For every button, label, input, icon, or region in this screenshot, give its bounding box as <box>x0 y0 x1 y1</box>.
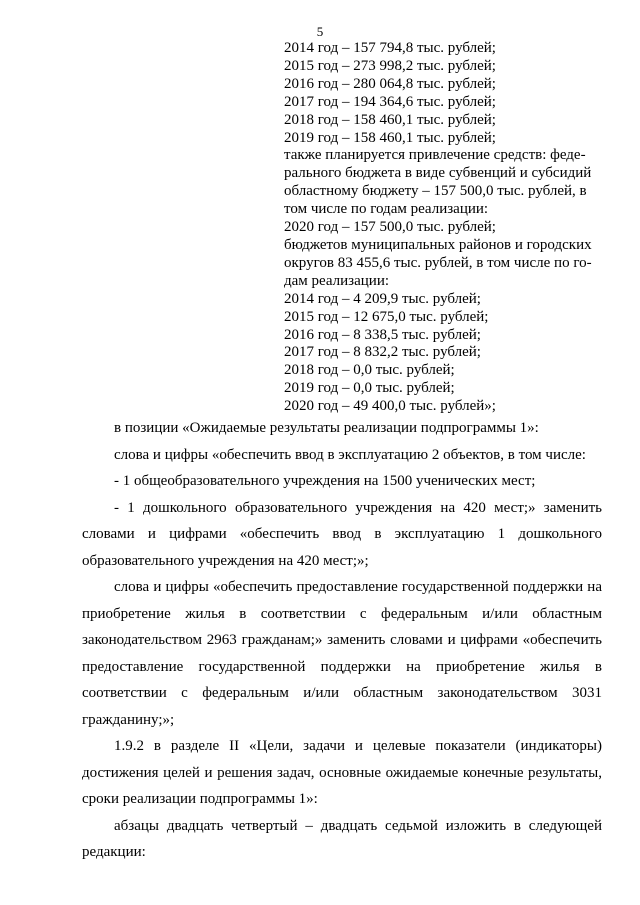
funding-line: 2019 год – 0,0 тыс. рублей; <box>284 380 455 397</box>
funding-line: 2017 год – 194 364,6 тыс. рублей; <box>284 93 496 110</box>
funding-line: том числе по годам реализации: <box>284 201 489 218</box>
funding-line: бюджетов муниципальных районов и городских <box>284 236 592 253</box>
amendment-text <box>82 415 602 866</box>
funding-line: также планируется привлечение средств: феде- <box>284 147 586 164</box>
paragraph-new-edition: абзацы двадцать четвертый – двадцать седьмой изложить в следующей редакции: <box>82 817 602 860</box>
page-number: 5 <box>316 24 324 39</box>
paragraph-preschool-replacement: - 1 дошкольного образовательного учреждения на 420 мест;» заменить словами и цифрами «обеспечить ввод в эксплуатацию 1 дошкольного образовательного учреждения на 420 мест;»; <box>82 499 602 569</box>
funding-line: 2018 год – 0,0 тыс. рублей; <box>284 362 455 379</box>
funding-line: 2017 год – 8 832,2 тыс. рублей; <box>284 344 481 361</box>
funding-line: 2019 год – 158 460,1 тыс. рублей; <box>284 129 496 146</box>
funding-line: округов 83 455,6 тыс. рублей, в том числе по го- <box>284 254 592 271</box>
funding-line: 2014 год – 157 794,8 тыс. рублей; <box>284 40 496 56</box>
funding-line: 2015 год – 12 675,0 тыс. рублей; <box>284 308 489 325</box>
funding-line: 2020 год – 49 400,0 тыс. рублей»; <box>284 398 496 415</box>
paragraph-section-ii: 1.9.2 в разделе II «Цели, задачи и целевые показатели (индикаторы) достижения целей и решения задач, основные ожидаемые конечные результаты, сроки реализации подпрограммы 1»: <box>82 738 602 807</box>
funding-line: 2014 год – 4 209,9 тыс. рублей; <box>284 290 481 307</box>
paragraph-general-education: - 1 общеобразовательного учреждения на 1500 ученических мест; <box>114 473 536 489</box>
paragraph-housing-support: слова и цифры «обеспечить предоставление государственной поддержки на приобретение жилья в соответствии с федеральным и/или областным законодательством 2963 гражданам;» заменить словами и цифрами «обеспечить предоставление государственной поддержки на приобретение жилья в соответствии с федеральным и/или областным законодательством 3031 гражданину;»; <box>82 579 602 728</box>
paragraph-words-and-figures: слова и цифры «обеспечить ввод в эксплуатацию 2 объектов, в том числе: <box>114 446 586 463</box>
funding-line: 2020 год – 157 500,0 тыс. рублей; <box>284 219 496 236</box>
funding-line: областному бюджету – 157 500,0 тыс. рублей, в <box>284 183 587 200</box>
funding-line: 2018 год – 158 460,1 тыс. рублей; <box>284 111 496 128</box>
funding-line: 2015 год – 273 998,2 тыс. рублей; <box>284 57 496 74</box>
paragraph-expected-results-position: в позиции «Ожидаемые результаты реализации подпрограммы 1»: <box>114 420 539 436</box>
funding-line: дам реализации: <box>284 272 390 289</box>
funding-by-year-list <box>284 40 609 416</box>
funding-line: рального бюджета в виде субвенций и субсидий <box>284 165 592 182</box>
funding-line: 2016 год – 280 064,8 тыс. рублей; <box>284 75 496 92</box>
funding-line: 2016 год – 8 338,5 тыс. рублей; <box>284 326 481 343</box>
